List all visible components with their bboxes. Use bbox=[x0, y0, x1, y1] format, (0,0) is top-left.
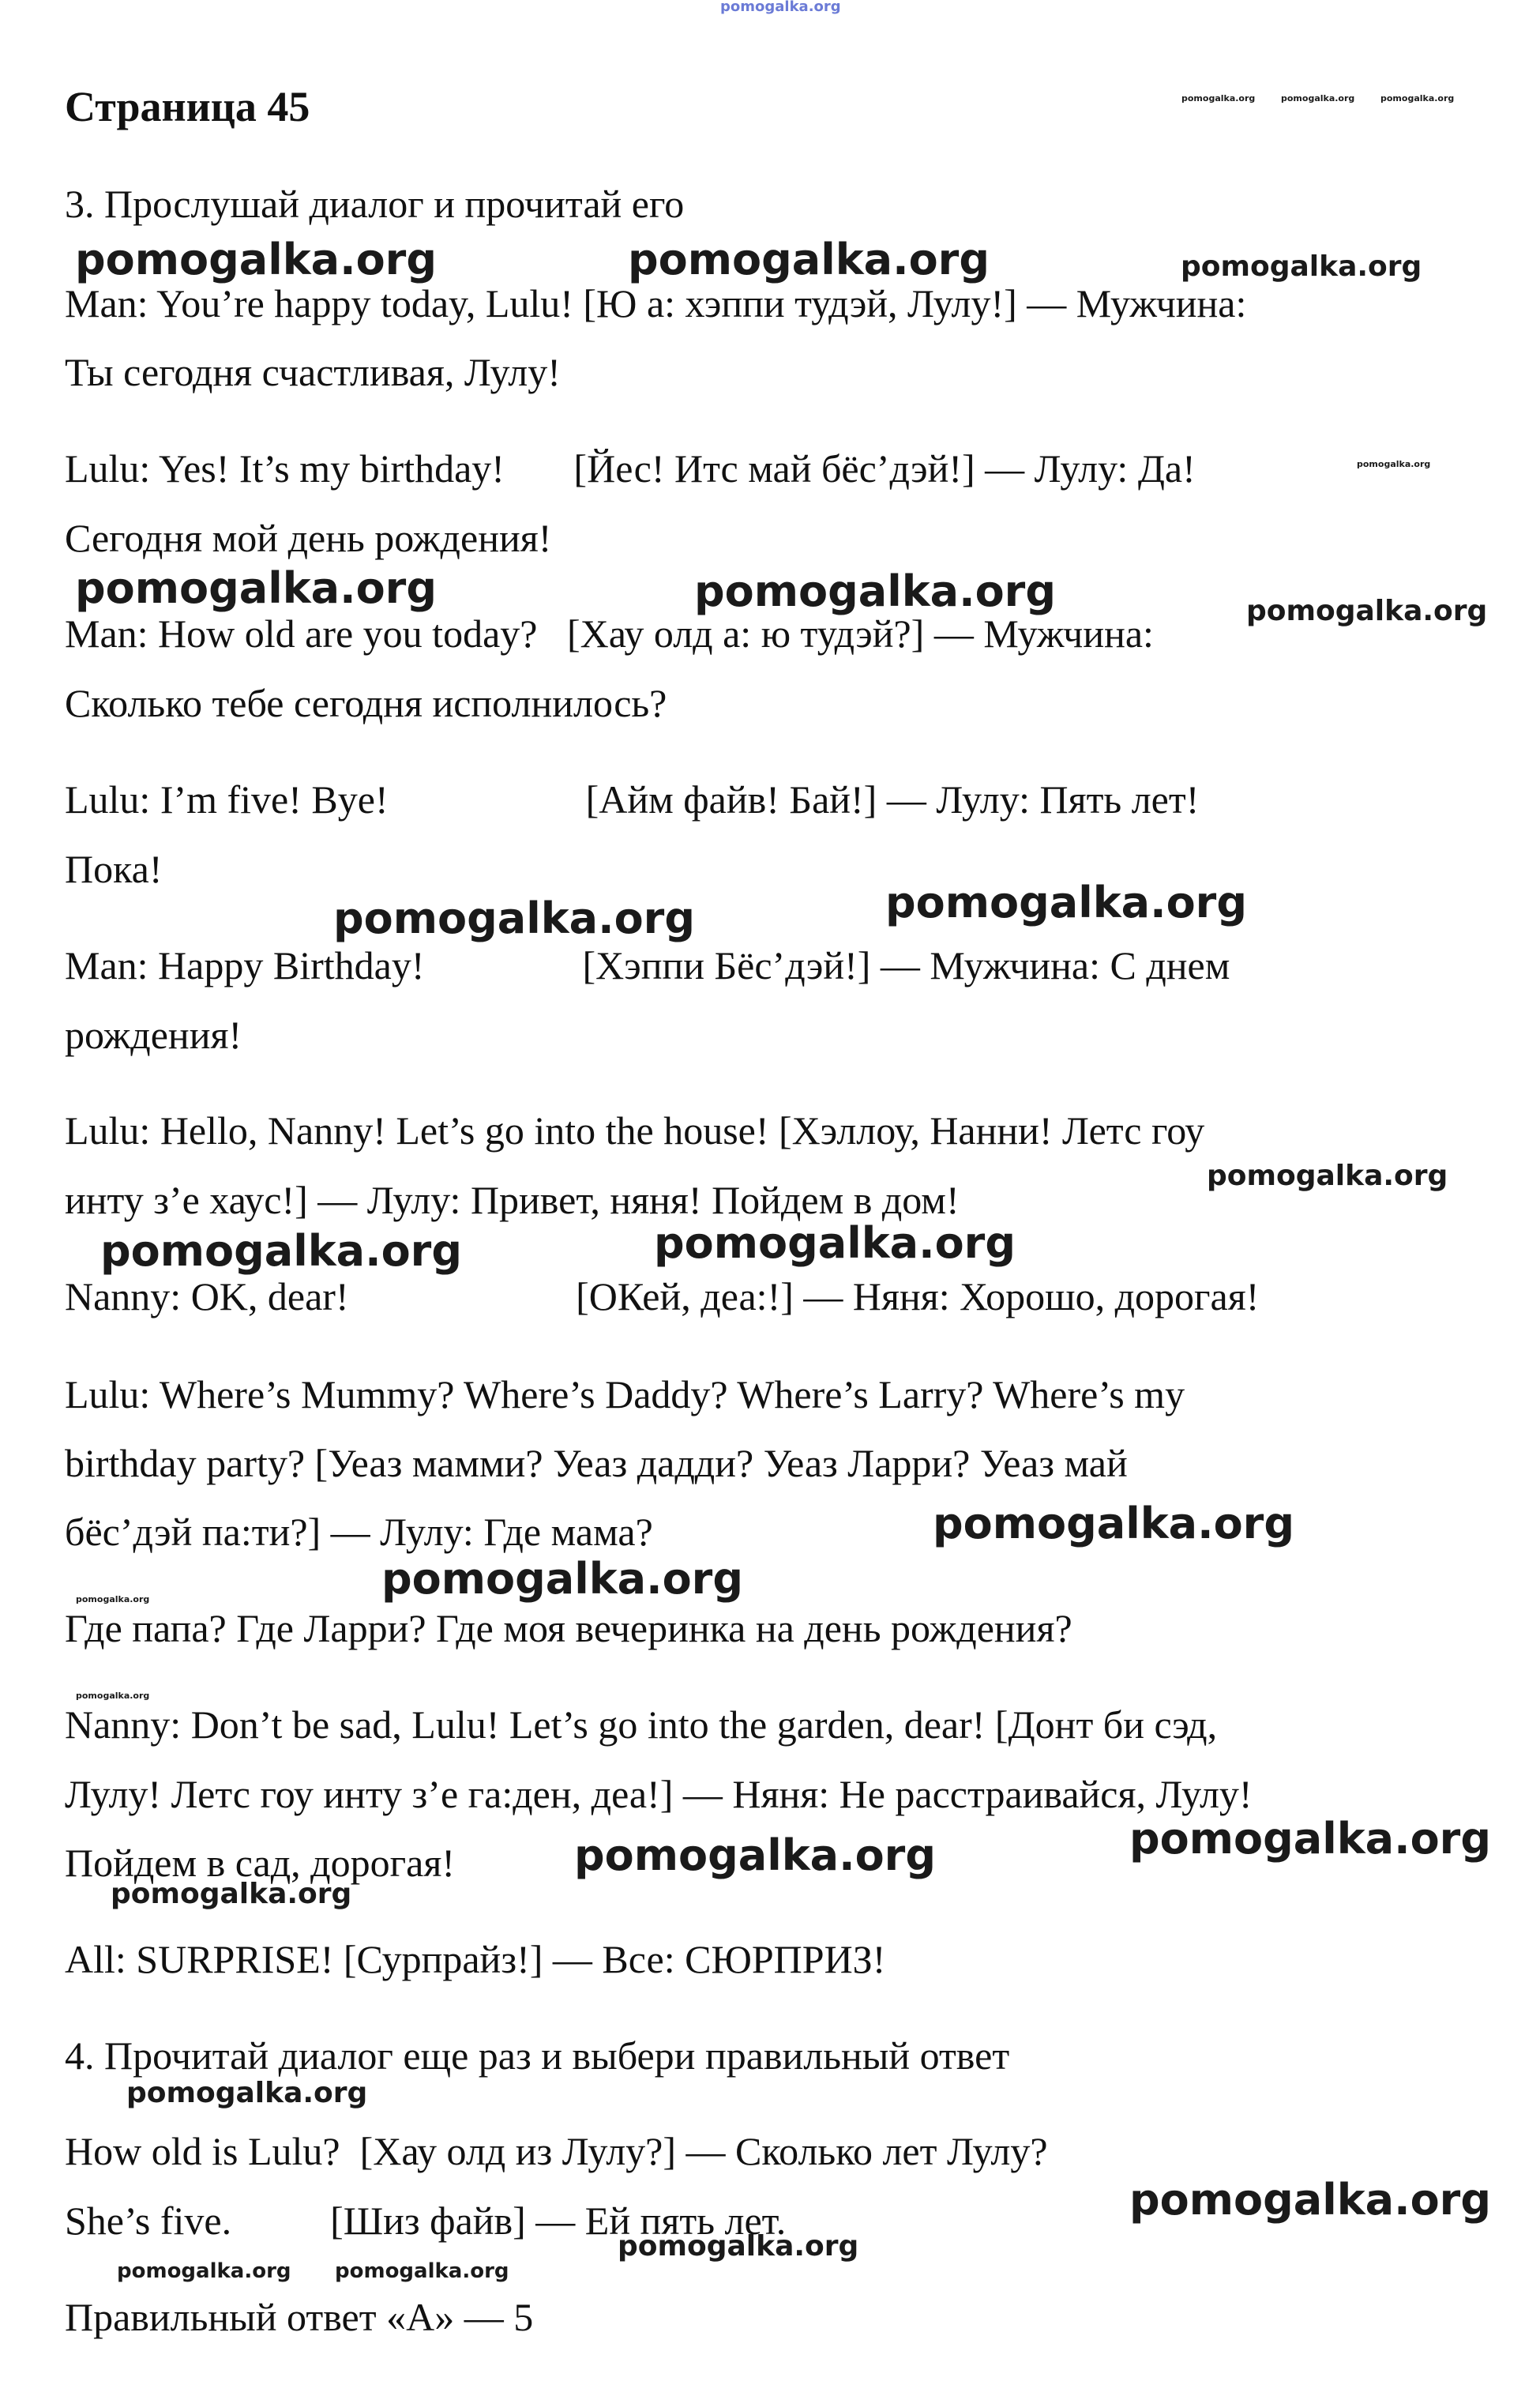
watermark: pomogalka.org bbox=[100, 1226, 462, 1276]
watermark: pomogalka.org bbox=[111, 1878, 352, 1910]
watermark: pomogalka.org bbox=[75, 563, 437, 613]
watermark: pomogalka.org bbox=[335, 2259, 509, 2283]
watermark: pomogalka.org bbox=[1181, 250, 1422, 283]
watermark: pomogalka.org bbox=[76, 1594, 150, 1604]
text-line: Пойдем в сад, дорогая! bbox=[65, 1841, 455, 1885]
watermark: pomogalka.org bbox=[333, 893, 695, 943]
watermark: pomogalka.org bbox=[1207, 1160, 1448, 1192]
text-line: Ты сегодня счастливая, Лулу! bbox=[65, 350, 561, 394]
watermark: pomogalka.org bbox=[1380, 93, 1455, 103]
text-line: Nanny: Don’t be sad, Lulu! Let’s go into the garden, dear! [Донт би сэд, bbox=[65, 1702, 1218, 1747]
watermark: pomogalka.org bbox=[574, 1830, 936, 1880]
text-line: How old is Lulu? [Хау олд из Лулу?] — Сколько лет Лулу? bbox=[65, 2129, 1048, 2173]
text-line: Lulu: I’m five! Bye! [Айм файв! Бай!] — Лулу: Пять лет! bbox=[65, 777, 1200, 822]
text-line: бёс’дэй па:ти?] — Лулу: Где мама? bbox=[65, 1510, 653, 1554]
text-line: Лулу! Летс гоу инту з’е га:ден, деа!] — Няня: Не расстраивайся, Лулу! bbox=[65, 1772, 1253, 1816]
text-line: Lulu: Where’s Mummy? Where’s Daddy? Where’s Larry? Where’s my bbox=[65, 1372, 1185, 1416]
text-line: Пока! bbox=[65, 847, 163, 891]
text-line: Сколько тебе сегодня исполнилось? bbox=[65, 681, 667, 725]
watermark: pomogalka.org bbox=[885, 878, 1247, 927]
watermark: pomogalka.org bbox=[381, 1554, 743, 1604]
watermark: pomogalka.org bbox=[618, 2230, 859, 2263]
text-line: Man: Happy Birthday! [Хэппи Бёс’дэй!] — Мужчина: С днем bbox=[65, 943, 1230, 987]
text-line: Man: You’re happy today, Lulu! [Ю а: хэппи тудэй, Лулу!] — Мужчина: bbox=[65, 281, 1247, 325]
watermark: pomogalka.org bbox=[75, 235, 437, 284]
text-line: 3. Прослушай диалог и прочитай его bbox=[65, 182, 685, 226]
watermark: pomogalka.org bbox=[1246, 595, 1488, 627]
watermark: pomogalka.org bbox=[1129, 2175, 1491, 2225]
top-watermark: pomogalka.org bbox=[720, 0, 841, 15]
text-line: She’s five. [Шиз файв] — Ей пять лет. bbox=[65, 2199, 787, 2243]
text-line: Nanny: OK, dear! [ОКей, деа:!] — Няня: Хорошо, дорогая! bbox=[65, 1274, 1260, 1318]
watermark: pomogalka.org bbox=[654, 1218, 1016, 1268]
text-line: рождения! bbox=[65, 1013, 242, 1057]
watermark: pomogalka.org bbox=[117, 2259, 291, 2283]
page-title: Страница 45 bbox=[65, 83, 310, 130]
watermark: pomogalka.org bbox=[1281, 93, 1355, 103]
text-line: Man: How old are you today? [Хау олд а: ю тудэй?] — Мужчина: bbox=[65, 611, 1154, 656]
text-line: Где папа? Где Ларри? Где моя вечеринка на день рождения? bbox=[65, 1606, 1072, 1650]
watermark: pomogalka.org bbox=[1357, 459, 1431, 469]
text-line: birthday party? [Уеаз мамми? Уеаз дадди? Уеаз Ларри? Уеаз май bbox=[65, 1441, 1128, 1485]
text-line: Сегодня мой день рождения! bbox=[65, 516, 552, 560]
watermark: pomogalka.org bbox=[76, 1691, 150, 1701]
text-line: All: SURPRISE! [Сурпрайз!] — Все: СЮРПРИЗ! bbox=[65, 1937, 886, 1981]
text-line: Правильный ответ «А» — 5 bbox=[65, 2295, 534, 2339]
watermark: pomogalka.org bbox=[628, 235, 990, 284]
watermark: pomogalka.org bbox=[933, 1499, 1294, 1548]
text-line: Lulu: Yes! It’s my birthday! [Йес! Итс май бёс’дэй!] — Лулу: Да! bbox=[65, 446, 1196, 491]
text-line: 4. Прочитай диалог еще раз и выбери правильный ответ bbox=[65, 2033, 1010, 2078]
text-line: инту з’е хаус!] — Лулу: Привет, няня! Пойдем в дом! bbox=[65, 1178, 960, 1222]
watermark: pomogalka.org bbox=[694, 566, 1056, 616]
text-line: Lulu: Hello, Nanny! Let’s go into the house! [Хэллоу, Нанни! Летс гоу bbox=[65, 1108, 1205, 1153]
watermark: pomogalka.org bbox=[1129, 1814, 1491, 1864]
watermark: pomogalka.org bbox=[1181, 93, 1256, 103]
watermark: pomogalka.org bbox=[126, 2077, 368, 2109]
